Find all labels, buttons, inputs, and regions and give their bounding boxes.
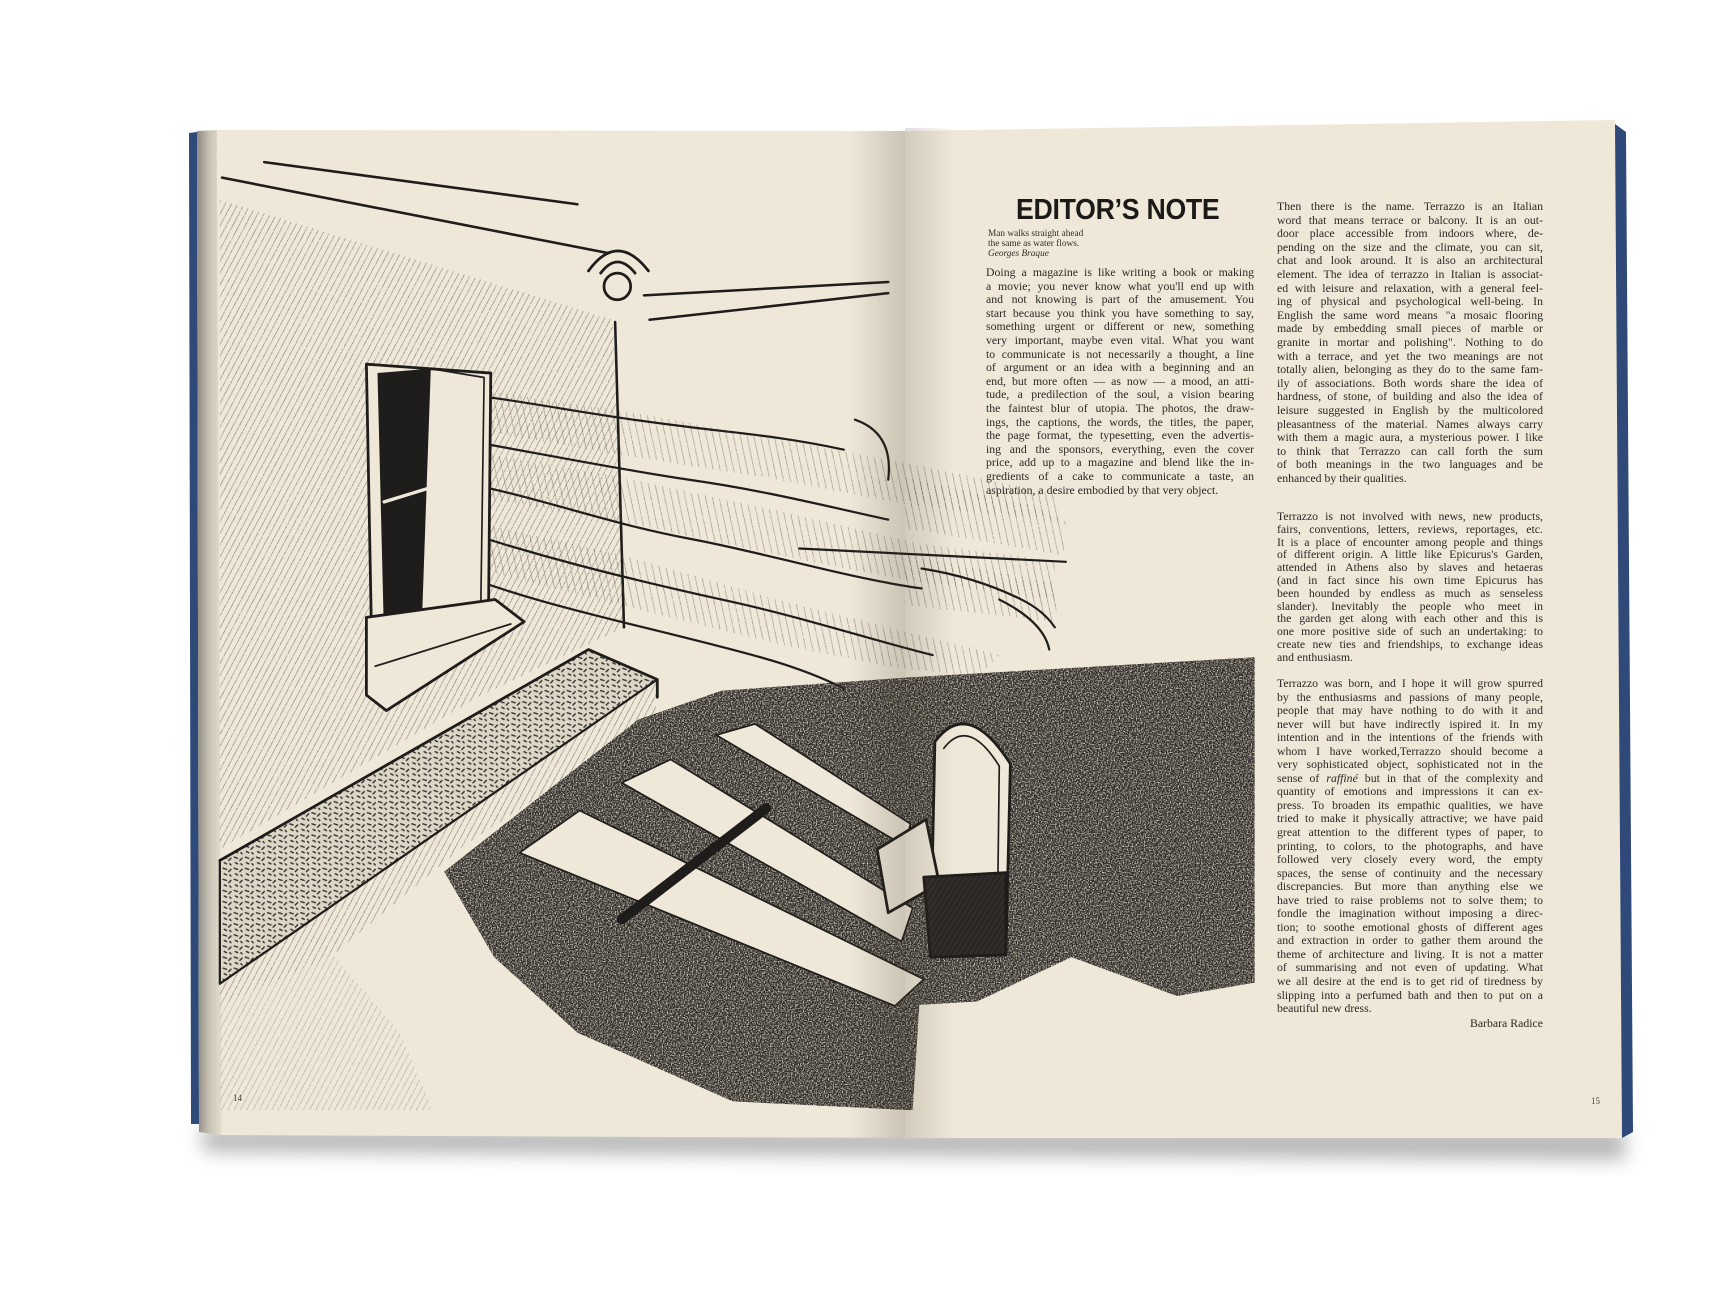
- text-line: ily of associations. Both words share the idea of: [1277, 375, 1543, 390]
- text-line: great attention to the different types of paper, to: [1277, 825, 1543, 840]
- text-line: the garden get along with each other and this is: [1277, 611, 1543, 626]
- epigraph-line: Man walks straight ahead: [988, 229, 1084, 239]
- epigraph-attribution: Georges Braque: [988, 249, 1049, 259]
- text-line: intention and in the intentions of the friends with: [1277, 730, 1543, 745]
- text-line: [1277, 772, 1543, 786]
- text-segment: but in that of the complexity and: [1357, 770, 1544, 785]
- text-line: one more positive side of such an undertaking: to: [1277, 624, 1543, 639]
- text-line: Then there is the name. Terrazzo is an Italian: [1277, 199, 1543, 213]
- intro-paragraph: [986, 266, 1254, 497]
- text-line: to communicate is not necessarily a thought, a line: [986, 346, 1254, 361]
- text-line: door place accessible from indoors where, de-: [1277, 226, 1543, 241]
- text-line: to think that Terrazzo can call forth the sum: [1277, 443, 1543, 458]
- text-line: spaces, the sense of continuity and the necessary: [1277, 865, 1543, 880]
- text-line: and extraction in order to gather them around the: [1277, 933, 1543, 948]
- text-line: have tried to raise problems not to solve them; to: [1277, 892, 1543, 907]
- text-line: slipping into a perfumed bath and then to put on a: [1277, 987, 1543, 1002]
- text-line: leisure suggested in English by the multicolored: [1277, 402, 1543, 417]
- text-segment: sense of: [1277, 770, 1327, 785]
- text-line: element. The idea of terrazzo in Italian is associat-: [1277, 266, 1543, 281]
- text-line: tion; to soothe emotional ghosts of different ages: [1277, 919, 1543, 934]
- text-line: aspiration, a desire embodied by that very object.: [986, 482, 1219, 497]
- text-line: fondle the imagination without imposing a direc-: [1277, 906, 1543, 921]
- text-line: whom I have worked,Terrazzo should become a: [1277, 743, 1543, 758]
- text-line: (and in fact since his own time Epicurus has: [1277, 572, 1543, 587]
- text-line: fairs, conventions, letters, reviews, reportages, etc.: [1277, 521, 1543, 536]
- text-line: pending on the size and the climate, you can sit,: [1277, 239, 1543, 254]
- text-line: by the enthusiasms and passions of many people,: [1277, 689, 1543, 704]
- text-line: with a terrace, and yet the two meanings are not: [1277, 348, 1543, 363]
- text-line: something urgent or different or new, something: [986, 319, 1254, 334]
- text-line: followed very closely every word, the empty: [1277, 852, 1543, 867]
- text-line: never will but have indirectly ispired it. In my: [1277, 716, 1543, 731]
- text-line: chat and look around. It is also an architectural: [1277, 253, 1543, 268]
- text-line: enhanced by their qualities.: [1277, 470, 1407, 485]
- italic-text: raffiné: [1326, 770, 1358, 785]
- text-line: Terrazzo is not involved with news, new products,: [1277, 509, 1543, 523]
- text-line: tude, a predilection of the soul, a vision bearing: [986, 387, 1254, 402]
- body-paragraph: [1277, 677, 1543, 1016]
- text-line: hardness, of stone, of building and also the idea of: [1277, 389, 1543, 404]
- text-line: of argument or an idea with a beginning and an: [986, 360, 1254, 375]
- text-line: theme of architecture and living. It is not a matter: [1277, 946, 1543, 961]
- epigraph-line: the same as water flows.: [988, 239, 1080, 249]
- text-line: totally alien, belonging as they do to the same fam-: [1277, 362, 1543, 377]
- text-line: create new ties and friendships, to exchange ideas: [1277, 636, 1543, 651]
- text-line: pleasantness of the material. Names always carry: [1277, 416, 1543, 431]
- text-line: made by embedding small pieces of marble or: [1277, 321, 1543, 336]
- text-line: been hounded by endless as much as senseless: [1277, 585, 1543, 600]
- text-line: press. To broaden its empathic qualities, we have: [1277, 797, 1543, 812]
- body-paragraph: [1277, 510, 1543, 664]
- text-line: printing, to colors, to the photographs, and have: [1277, 838, 1543, 853]
- page-number-right: 15: [1591, 1096, 1600, 1106]
- author-signature: Barbara Radice: [1469, 1016, 1543, 1030]
- text-line: we all desire at the end is to get rid of tiredness by: [1277, 974, 1543, 989]
- text-line: the page format, the typesetting, even the advertis-: [986, 428, 1254, 443]
- text-line: and not knowing is part of the amusement. You: [986, 292, 1254, 307]
- text-line: attended in Athens also by slaves and hetaeras: [1277, 560, 1543, 575]
- text-line: ings, the captions, the words, the titles, the paper,: [986, 414, 1254, 429]
- text-line: end, but more often — as now — a mood, an atti-: [986, 373, 1254, 388]
- text-line: with them a magic aura, a mysterious power. I like: [1277, 430, 1543, 445]
- text-line: word that means terrace or balcony. It is an out-: [1277, 212, 1543, 227]
- epigraph: [988, 229, 1083, 259]
- text-line: the faintest blur of utopia. The photos, the draw-: [986, 400, 1254, 415]
- text-line: gredients of a cake to communicate a taste, an: [986, 468, 1254, 483]
- article-title: EDITOR’S NOTE: [1016, 194, 1220, 226]
- text-line: beautiful new dress.: [1277, 1001, 1372, 1016]
- text-line: of both meanings in the two languages and be: [1277, 457, 1543, 472]
- text-line: It is a place of encounter among people and things: [1277, 534, 1543, 549]
- text-line: of summarising and not even of updating. What: [1277, 960, 1543, 975]
- text-line: of different origin. A little like Epicurus's Garden,: [1277, 547, 1543, 562]
- text-line: price, add up to a magazine and blend like the in-: [986, 455, 1254, 470]
- text-line: people that may have nothing to do with it and: [1277, 703, 1543, 718]
- text-line: slander). Inevitably the people who meet in: [1277, 598, 1543, 613]
- text-line: very sophisticated object, sophisticated not in the: [1277, 757, 1543, 772]
- text-line: discrepancies. But more than anything else we: [1277, 879, 1543, 894]
- text-line: Terrazzo was born, and I hope it will grow spurred: [1277, 676, 1543, 690]
- text-line: tried to make it physically attractive; we have paid: [1277, 811, 1543, 826]
- text-line: ing and the sponsors, everything, even the cover: [986, 441, 1254, 456]
- text-line: start because you think you have something to say,: [986, 305, 1254, 320]
- page-number-left: 14: [233, 1093, 242, 1103]
- gutter-shadow-left: [850, 131, 905, 1138]
- text-line: granite in mortar and polishing". Nothing to do: [1277, 334, 1543, 349]
- body-paragraph: [1277, 200, 1543, 485]
- text-line: quantity of emotions and impressions it can ex-: [1277, 784, 1543, 799]
- text-line: and enthusiasm.: [1277, 649, 1354, 664]
- text-line: Doing a magazine is like writing a book or making: [986, 265, 1254, 279]
- text-line: very important, maybe even vital. What you want: [986, 332, 1254, 347]
- text-line: ed with leisure and relaxation, with a general feel-: [1277, 280, 1543, 295]
- text-line: ing of physical and psychological well-being. In: [1277, 294, 1543, 309]
- text-line: English the same word means "a mosaic flooring: [1277, 307, 1543, 322]
- text-line: a movie; you never know what you'll end up with: [986, 278, 1254, 293]
- gutter-shadow-right: [905, 128, 955, 1138]
